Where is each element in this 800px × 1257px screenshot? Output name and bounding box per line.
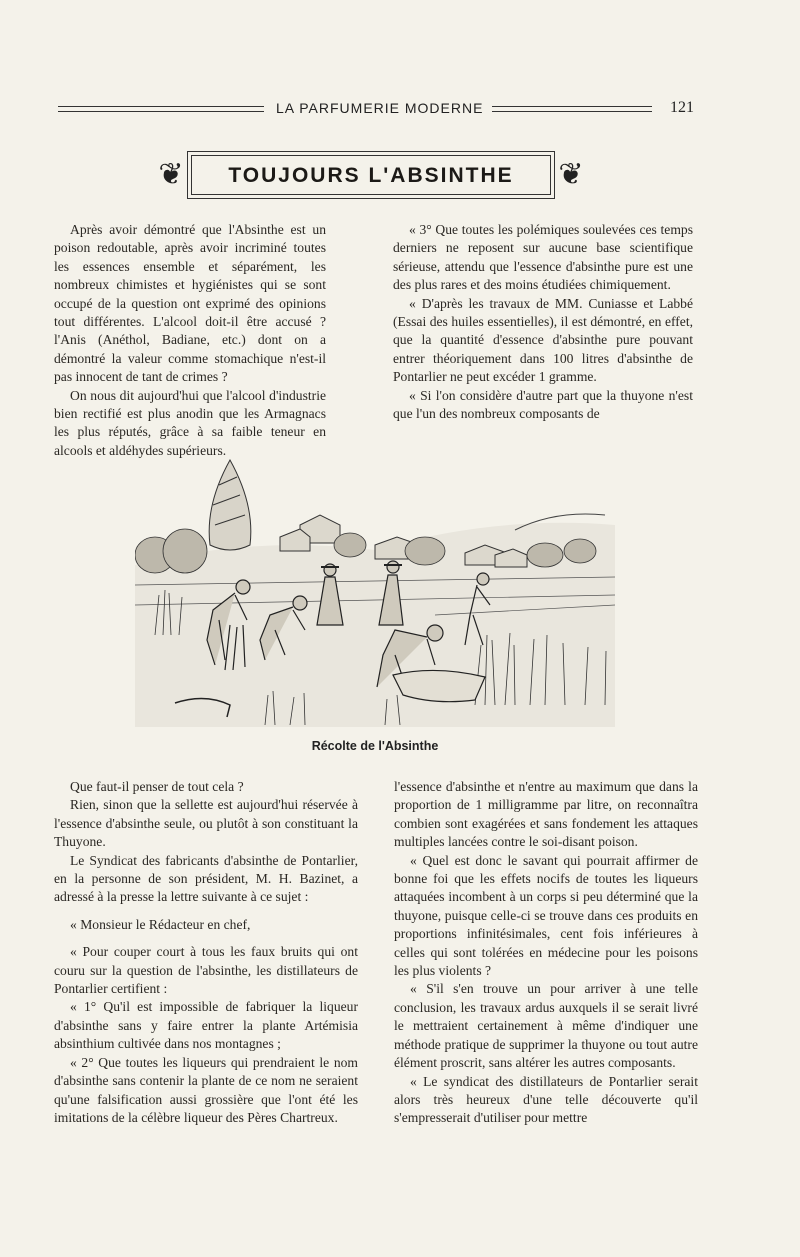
harvest-illustration bbox=[135, 455, 615, 727]
paragraph: Que faut-il penser de tout cela ? bbox=[70, 779, 244, 794]
paragraph: « Quel est donc le savant qui pourrait affirmer de bonne foi que les effets nocifs de toutes les liqueurs attaquées incombent à un corps si peu déterminé que la thuyone, puisque celle-ci se trouve dans ces produits en proportions infinitésimales, cent fois inférieures à celles qui sont tolérées en médecine pour les poisons les plus violents ? bbox=[394, 852, 698, 979]
title-frame bbox=[187, 151, 555, 199]
running-header bbox=[58, 100, 698, 120]
paragraph: l'essence d'absinthe et n'entre au maximum que dans la proportion de 1 milligramme par litre, on reconnaîtra combien sont exagérées et sans fondement les attaques multiples lancées contre le soi-disant poison. bbox=[394, 779, 698, 850]
paragraph: Le Syndicat des fabricants d'absinthe de Pontarlier, en la personne de son président, M. H. Bazinet, a adressé à la presse la lettre suivante à ce sujet : bbox=[54, 852, 358, 905]
header-rule-left bbox=[58, 106, 264, 112]
column-top-left bbox=[54, 221, 326, 460]
paragraph: « Si l'on considère d'autre part que la thuyone n'est que l'un des nombreux composants de bbox=[393, 387, 693, 422]
article-title: TOUJOURS L'ABSINTHE bbox=[228, 164, 514, 187]
paragraph: « S'il s'en trouve un pour arriver à une telle conclusion, les travaux ardus auxquels il se serait livré le mettraient certainement à même d'indiquer une méthode pratique de supprimer la thuyone ou tout autre élément proscrit, sans altérer les autres composants. bbox=[394, 981, 698, 1071]
column-top-right bbox=[393, 221, 693, 423]
figure-caption: Récolte de l'Absinthe bbox=[311, 739, 439, 753]
paragraph: « Pour couper court à tous les faux bruits qui ont couru sur la question de l'absinthe, les distillateurs de Pontarlier certifient : bbox=[54, 944, 358, 997]
page-number: 121 bbox=[670, 99, 694, 116]
header-rule-right bbox=[492, 106, 652, 112]
paragraph: Après avoir démontré que l'Absinthe est un poison redoutable, après avoir incriminé toutes les essences ensemble et séparément, les nombreux chimistes et hygiénistes qui se sont occupé de la question ont exprimé des opinions tout différentes. L'alcool doit-il être accusé ? l'Anis (Anéthol, Badiane, etc.) dont on a démontré la valeur comme stomachique n'est-il pas innocent de tant de crimes ? bbox=[54, 222, 326, 385]
paragraph: On nous dit aujourd'hui que l'alcool d'industrie bien rectifié est plus anodin que les Armagnacs les plus réputés, grâce à sa faible teneur en alcools et aldéhydes supérieurs. bbox=[54, 387, 326, 458]
paragraph: « 3° Que toutes les polémiques soulevées ces temps derniers ne reposent sur aucune base scientifique sérieuse, attendu que l'essence d'absinthe pure est une des plus rares et des moins étudiées chimiquement. bbox=[393, 222, 693, 293]
paragraph: « Le syndicat des distillateurs de Pontarlier serait alors très heureux d'une telle découverte qu'il s'empresserait d'utiliser pour mettre bbox=[394, 1073, 698, 1126]
column-bottom-right bbox=[394, 778, 698, 1128]
journal-title: LA PARFUMERIE MODERNE bbox=[276, 100, 484, 116]
paragraph: « 2° Que toutes les liqueurs qui prendraient le nom d'absinthe sans contenir la plante de ce nom ne seraient qu'une falsification aussi grossière que l'ont été les imitations de la célèbre liqueur des Pères Chartreux. bbox=[54, 1054, 358, 1125]
paragraph: « D'après les travaux de MM. Cuniasse et Labbé (Essai des huiles essentielles), il est démontré, en effet, que la quantité d'essence d'absinthe pure pouvant entrer théoriquement dans 100 litres d'absinthe de Pontarlier ne peut excéder 1 gramme. bbox=[393, 295, 693, 385]
fleuron-left-icon: ❦ bbox=[158, 158, 184, 191]
paragraph: « 1° Qu'il est impossible de fabriquer la liqueur d'absinthe sans y faire entrer la plante Artémisia absinthium cultivée dans nos montagnes ; bbox=[54, 999, 358, 1052]
column-bottom-left bbox=[54, 778, 358, 1127]
fleuron-right-icon: ❦ bbox=[558, 158, 584, 191]
paragraph: « Monsieur le Rédacteur en chef, bbox=[70, 916, 251, 932]
paragraph: Rien, sinon que la sellette est aujourd'hui réservée à l'essence d'absinthe seule, ou plutôt à son constituant la Thuyone. bbox=[54, 797, 358, 850]
